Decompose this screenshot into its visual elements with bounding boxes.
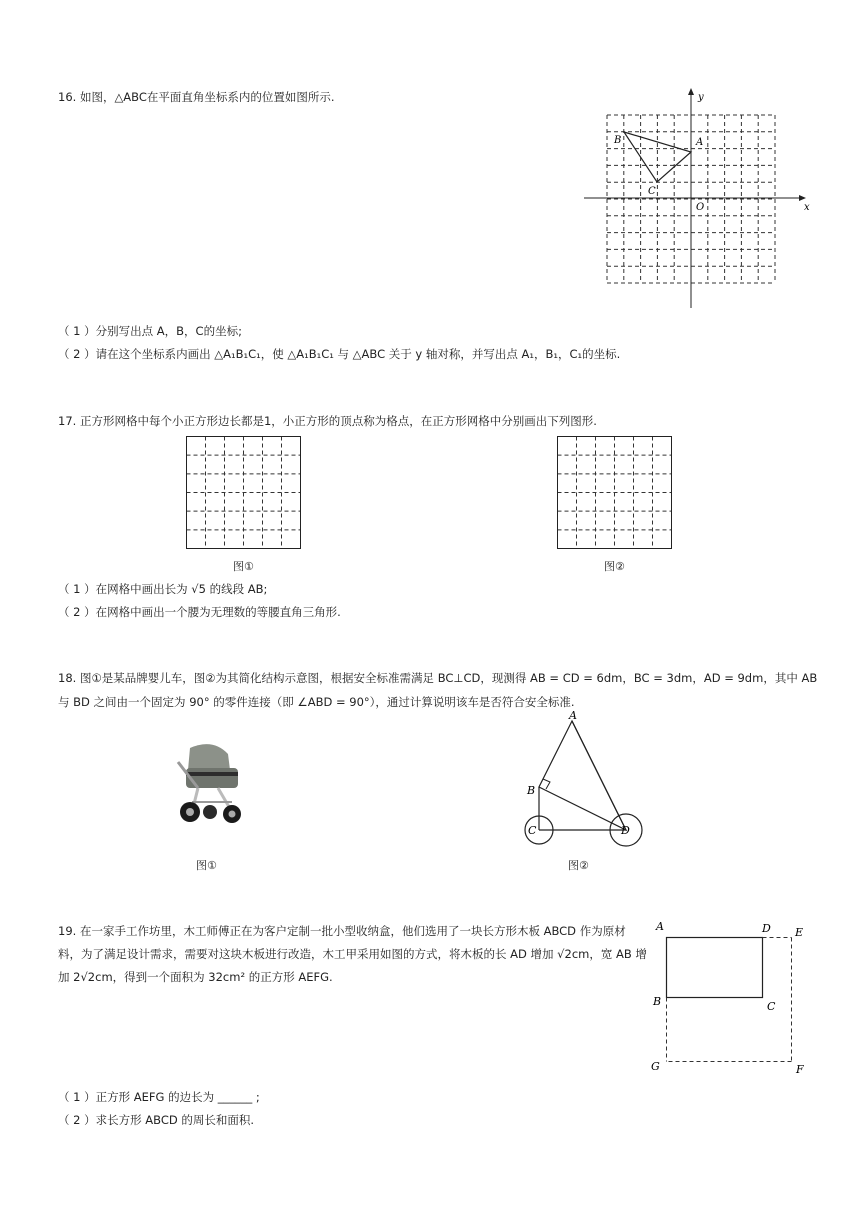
- grid-figure-2: [557, 436, 673, 550]
- rectangle-abcd: [667, 938, 763, 998]
- fig19-label-f: F: [796, 1063, 804, 1076]
- q17-sub1: （ 1 ）在网格中画出长为 √5 的线段 AB;: [58, 582, 268, 596]
- stroller-diagram: [515, 708, 645, 850]
- q18-line2: 与 BD 之间由一个固定为 90° 的零件连接（即 ∠ABD = 90°），通过计算说明该车是否符合安全标准.: [58, 695, 575, 709]
- q18-caption-2: 图②: [568, 859, 589, 872]
- origin-label: O: [696, 202, 705, 213]
- q19-line3: 加 2√2cm，得到一个面积为 32cm² 的正方形 AEFG.: [58, 970, 333, 984]
- diagram-label-d: D: [621, 824, 630, 837]
- q17-sub2: （ 2 ）在网格中画出一个腰为无理数的等腰直角三角形.: [58, 605, 341, 619]
- diagram-label-b: B: [527, 784, 536, 797]
- q18-caption-1: 图①: [196, 859, 217, 872]
- coordinate-grid-figure: [580, 86, 810, 312]
- x-axis-label: x: [804, 202, 810, 213]
- y-axis-label: y: [698, 92, 704, 103]
- rectangle-square-figure: [646, 918, 812, 1078]
- point-a-label: A: [696, 137, 704, 148]
- grid-figure-1: [186, 436, 302, 550]
- q17-caption-2: 图②: [604, 560, 625, 573]
- diagram-label-c: C: [528, 824, 537, 837]
- fig19-label-e: E: [795, 926, 804, 939]
- q19-sub2: （ 2 ）求长方形 ABCD 的周长和面积.: [58, 1113, 255, 1127]
- q17-caption-1: 图①: [233, 560, 254, 573]
- q18-line1: 18. 图①是某品牌婴儿车，图②为其简化结构示意图，根据安全标准需满足 BC⊥CD，现测得 AB = CD = 6dm，BC = 3dm，AD = 9dm，其中 AB: [58, 671, 818, 685]
- diagram-label-a: A: [569, 709, 577, 722]
- q17-text: 17. 正方形网格中每个小正方形边长都是1，小正方形的顶点称为格点，在正方形网格中分别画出下列图形.: [58, 414, 597, 428]
- q19-sub1: （ 1 ）正方形 AEFG 的边长为 ______ ;: [58, 1090, 260, 1104]
- q16-sub1: （ 1 ）分别写出点 A，B，C的坐标;: [58, 324, 242, 338]
- point-c-label: C: [648, 186, 656, 197]
- q19-line2: 料，为了满足设计需求，需要对这块木板进行改造，木工甲采用如图的方式，将木板的长 AD 增加 √2cm，宽 AB 增: [58, 947, 647, 961]
- stroller-photo: [168, 740, 248, 826]
- fig19-label-c: C: [767, 1000, 776, 1013]
- fig19-label-a: A: [656, 920, 664, 933]
- point-b-label: B: [614, 135, 622, 146]
- q19-line1: 19. 在一家手工作坊里，木工师傅正在为客户定制一批小型收纳盒，他们选用了一块长方形木板 ABCD 作为原材: [58, 924, 626, 938]
- fig19-label-g: G: [651, 1060, 660, 1073]
- q16-text: 16. 如图，△ABC在平面直角坐标系内的位置如图所示.: [58, 90, 335, 104]
- fig19-label-b: B: [653, 995, 662, 1008]
- q16-sub2: （ 2 ）请在这个坐标系内画出 △A₁B₁C₁，使 △A₁B₁C₁ 与 △ABC 关于 y 轴对称，并写出点 A₁，B₁，C₁的坐标.: [58, 347, 621, 361]
- fig19-label-d: D: [762, 922, 771, 935]
